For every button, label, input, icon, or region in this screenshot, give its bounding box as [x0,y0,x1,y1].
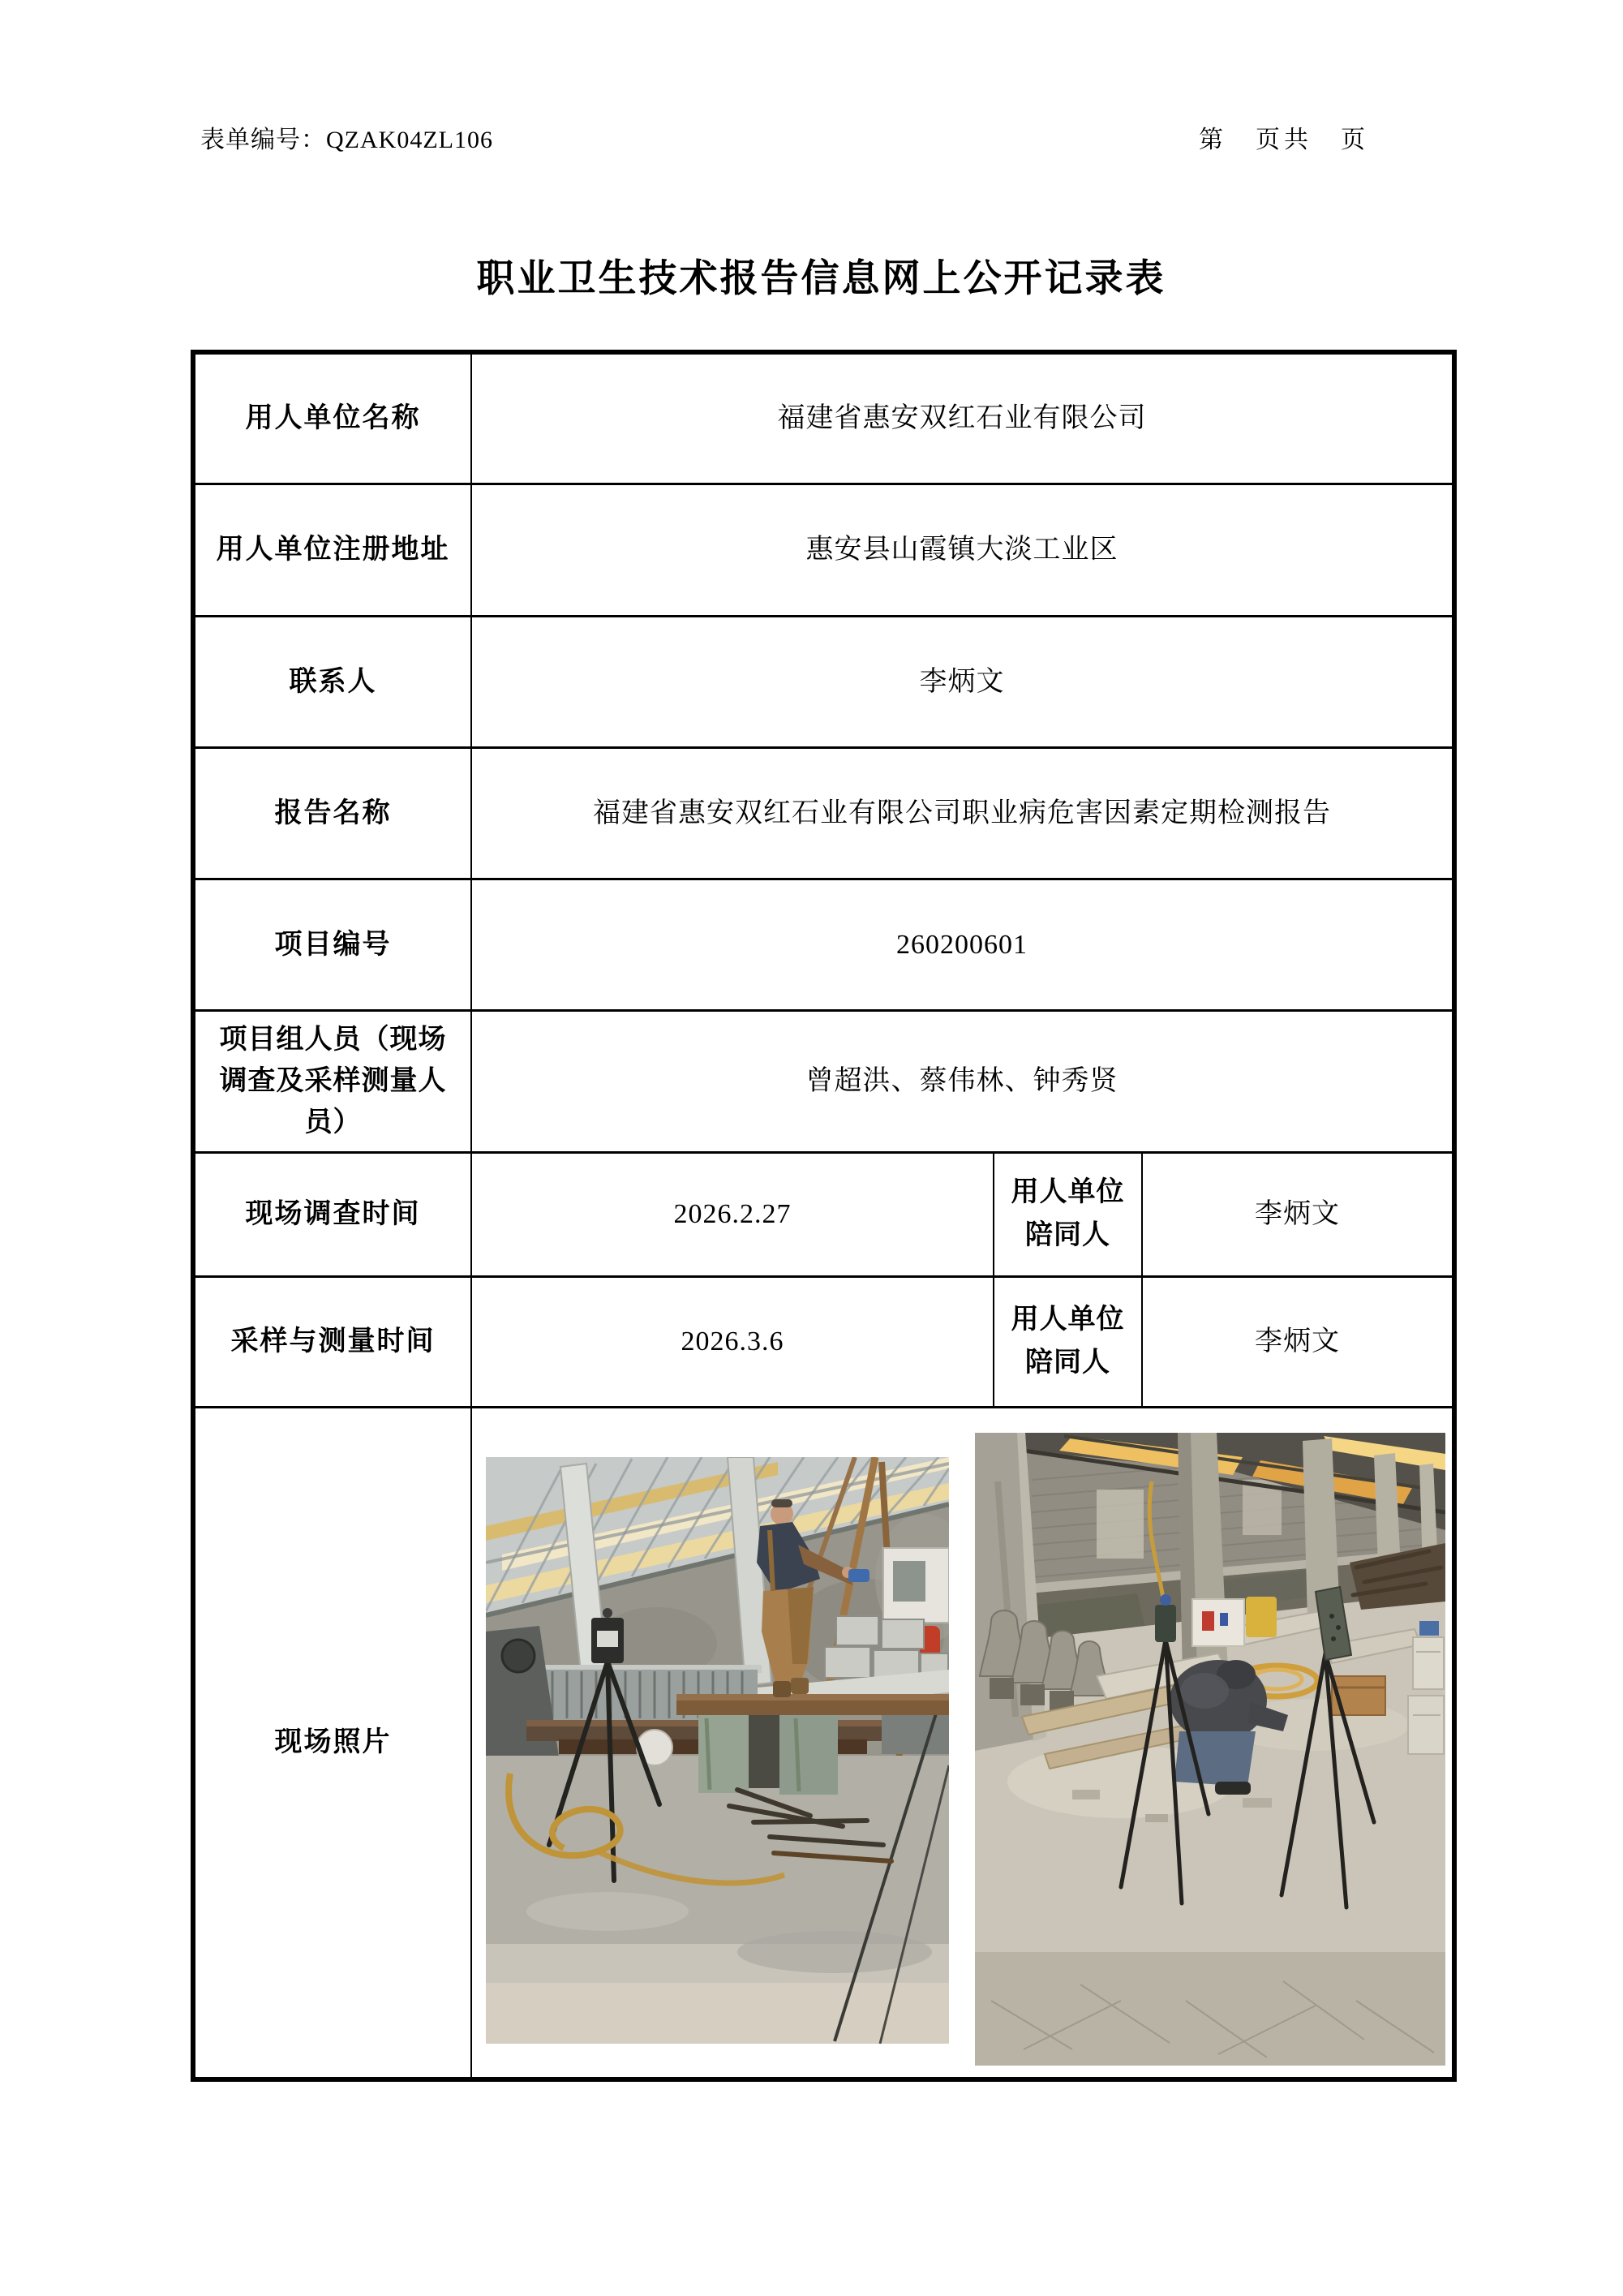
row-label-registered-address: 用人单位注册地址 [193,484,471,616]
row-value-employer-name: 福建省惠安双红石业有限公司 [471,352,1454,484]
row-value-survey-escort: 李炳文 [1142,1152,1454,1276]
row-label-survey-date: 现场调查时间 [193,1152,471,1276]
form-code-value: QZAK04ZL106 [326,127,493,153]
row-value-survey-date: 2026.2.27 [471,1152,994,1276]
site-photos-cell [471,1407,1454,2079]
table-row [193,1276,1454,1407]
row-value-project-team: 曾超洪、蔡伟林、钟秀贤 [471,1010,1454,1152]
row-value-sampling-escort: 李炳文 [1142,1276,1454,1407]
form-code [200,119,493,155]
row-value-contact: 李炳文 [471,616,1454,747]
row-label-sampling-date: 采样与测量时间 [193,1276,471,1407]
row-label-site-photos: 现场照片 [193,1407,471,2079]
row-value-report-name: 福建省惠安双红石业有限公司职业病危害因素定期检测报告 [471,747,1454,879]
page-title: 职业卫生技术报告信息网上公开记录表 [476,258,1166,300]
table-row [193,1010,1454,1152]
form-code-label: 表单编号： [200,127,326,153]
record-table [191,350,1457,2082]
table-row [193,484,1454,616]
row-label-project-number: 项目编号 [193,879,471,1010]
row-value-sampling-date: 2026.3.6 [471,1276,994,1407]
row-value-registered-address: 惠安县山霞镇大淡工业区 [471,484,1454,616]
table-row [193,352,1454,484]
site-photo-stone-cutting-workshop [486,1457,949,2044]
row-label-survey-escort: 用人单位陪同人 [994,1152,1142,1276]
row-label-sampling-escort: 用人单位陪同人 [994,1276,1142,1407]
table-row [193,1407,1454,2079]
row-label-employer-name: 用人单位名称 [193,352,471,484]
row-label-report-name: 报告名称 [193,747,471,879]
table-row [193,879,1454,1010]
table-row [193,616,1454,747]
site-photo-corridor-sampling [975,1433,1445,2066]
table-row [193,747,1454,879]
row-label-contact: 联系人 [193,616,471,747]
row-label-project-team: 项目组人员（现场调查及采样测量人员） [193,1010,471,1152]
page-number-label: 第 页共 页 [1199,127,1369,153]
table-row [193,1152,1454,1276]
row-value-project-number: 260200601 [471,879,1454,1010]
